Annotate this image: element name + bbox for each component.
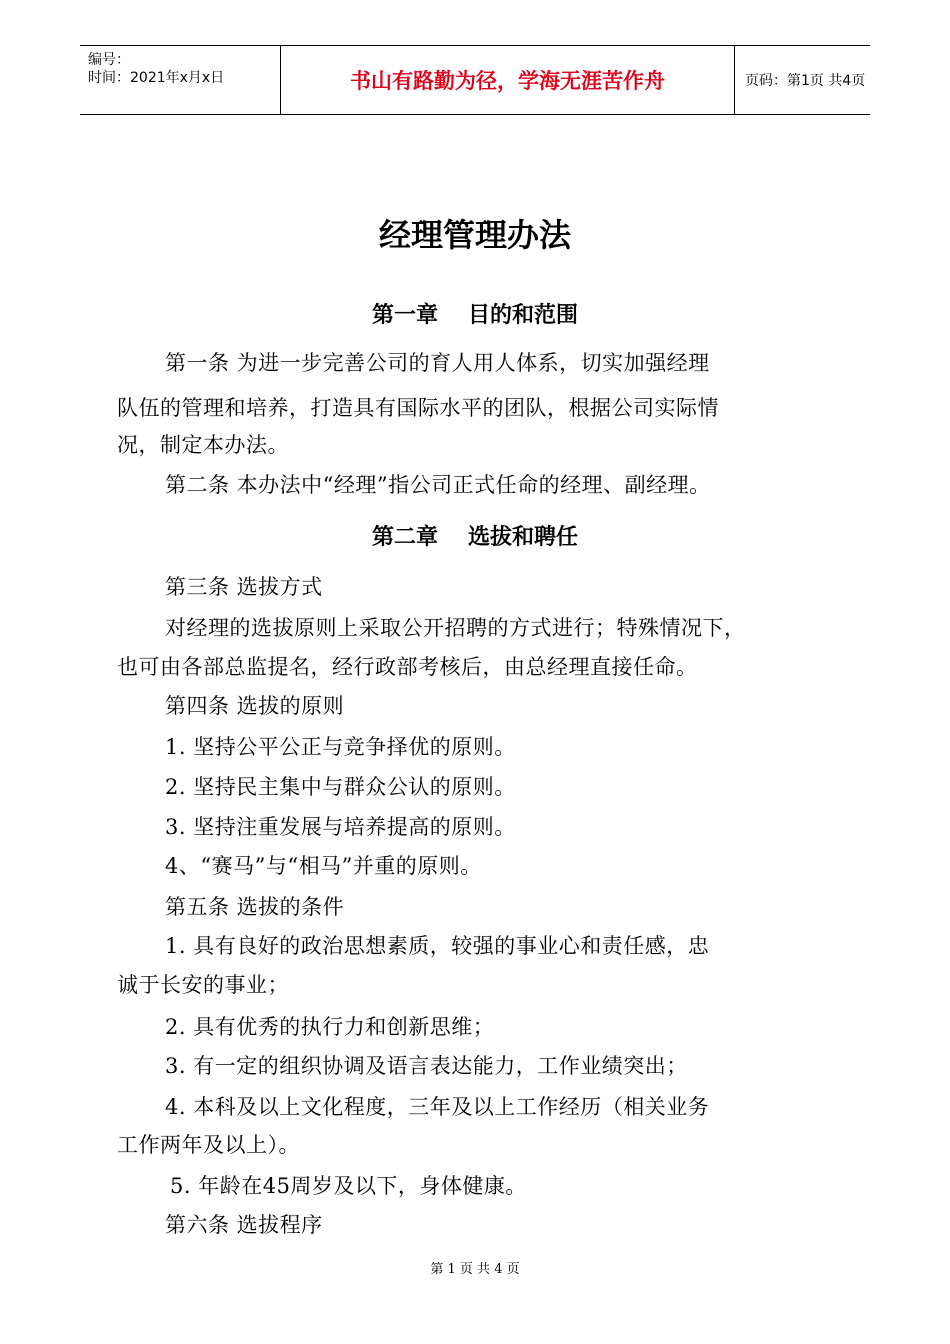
list-item: 4、“赛马”与“相马”并重的原则。 [165,854,482,878]
list-item: 工作两年及以上）。 [117,1133,300,1157]
list-item: 5. 年龄在45周岁及以下，身体健康。 [170,1174,527,1198]
list-item: 4. 本科及以上文化程度，三年及以上工作经历（相关业务 [165,1095,710,1119]
paragraph-line: 第五条 选拔的条件 [165,895,345,919]
chapter-number: 第二章 [371,525,438,550]
document-title: 经理管理办法 [378,216,571,254]
list-item: 3. 有一定的组织协调及语言表达能力，工作业绩突出； [165,1054,688,1078]
list-item: 1. 坚持公平公正与竞争择优的原则。 [165,735,516,759]
list-item: 3. 坚持注重发展与培养提高的原则。 [165,815,516,839]
list-item: 2. 具有优秀的执行力和创新思维； [165,1015,495,1039]
paragraph-line: 况，制定本办法。 [117,433,289,457]
header-motto: 书山有路勤为径，学海无涯苦作舟 [280,46,735,114]
paragraph-line: 第一条 为进一步完善公司的育人用人体系，切实加强经理 [165,351,710,375]
page-footer: 第 1 页 共 4 页 [430,1262,520,1277]
document-number-label: 编号： [88,52,130,68]
chapter-heading-2 [0,520,950,551]
header-meta [80,46,280,114]
document-time: 时间：2021年x月x日 [88,70,225,86]
header-page-info: 页码：第1页 共4页 [745,73,866,89]
chapter-name: 选拔和聘任 [468,525,579,550]
chapter-heading-1 [0,298,950,329]
list-item: 2. 坚持民主集中与群众公认的原则。 [165,775,516,799]
paragraph-line: 第三条 选拔方式 [165,575,323,599]
chapter-name: 目的和范围 [468,303,579,328]
chapter-number: 第一章 [371,303,438,328]
paragraph-line: 第四条 选拔的原则 [165,694,345,718]
header-table [80,45,870,115]
list-item: 1. 具有良好的政治思想素质，较强的事业心和责任感，忠 [165,934,710,958]
paragraph-line: 也可由各部总监提名，经行政部考核后，由总经理直接任命。 [117,655,698,679]
list-item: 诚于长安的事业； [117,973,289,997]
paragraph-line: 队伍的管理和培养，打造具有国际水平的团队，根据公司实际情 [117,396,719,420]
paragraph-line: 第六条 选拔程序 [165,1213,323,1237]
paragraph-line: 对经理的选拔原则上采取公开招聘的方式进行；特殊情况下， [165,616,746,640]
paragraph-line: 第二条 本办法中“经理”指公司正式任命的经理、副经理。 [165,473,711,497]
